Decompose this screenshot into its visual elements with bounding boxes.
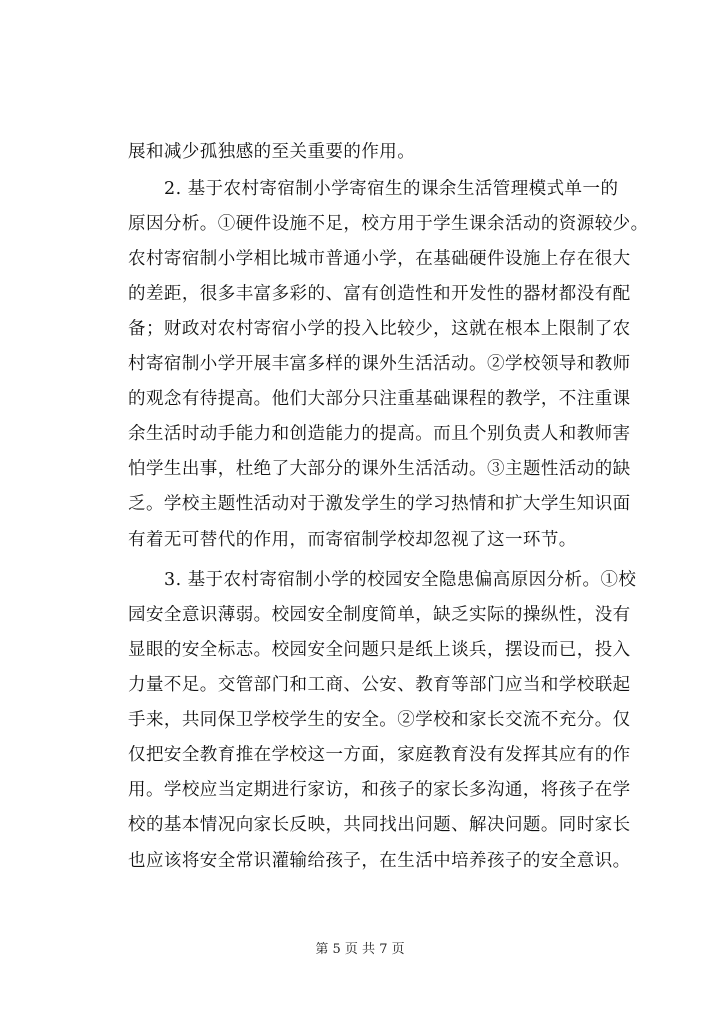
paragraph-3-line-3: 显眼的安全标志。校园安全问题只是纸上谈兵，摆设而已，投入 bbox=[128, 640, 631, 660]
paragraph-2-line-3: 农村寄宿制小学相比城市普通小学，在基础硬件设施上存在很大 bbox=[128, 249, 631, 269]
paragraph-3-line-2: 园安全意识薄弱。校园安全制度简单，缺乏实际的操纵性，没有 bbox=[128, 605, 631, 625]
paragraph-2-line-2: 原因分析。①硬件设施不足，校方用于学生课余活动的资源较少。 bbox=[128, 214, 649, 234]
paragraph-2-line-7: 的观念有待提高。他们大部分只注重基础课程的教学，不注重课 bbox=[128, 389, 631, 409]
paragraph-2-line-5: 备；财政对农村寄宿小学的投入比较少，这就在根本上限制了农 bbox=[128, 319, 631, 339]
paragraph-2-line-6: 村寄宿制小学开展丰富多样的课外生活活动。②学校领导和教师 bbox=[128, 354, 631, 374]
paragraph-3-line-1: 3. 基于农村寄宿制小学的校园安全隐患偏高原因分析。①校 bbox=[164, 570, 637, 590]
paragraph-3-line-8: 校的基本情况向家长反映，共同找出问题、解决问题。同时家长 bbox=[128, 815, 631, 835]
paragraph-3-line-5: 手来，共同保卫学校学生的安全。②学校和家长交流不充分。仅 bbox=[128, 710, 631, 730]
paragraph-2-line-11: 有着无可替代的作用，而寄宿制学校却忽视了这一环节。 bbox=[128, 530, 577, 550]
paragraph-2-line-9: 怕学生出事，杜绝了大部分的课外生活活动。③主题性活动的缺 bbox=[128, 459, 631, 479]
paragraph-3-line-7: 用。学校应当定期进行家访，和孩子的家长多沟通，将孩子在学 bbox=[128, 780, 631, 800]
paragraph-2-line-4: 的差距，很多丰富多彩的、富有创造性和开发性的器材都没有配 bbox=[128, 284, 631, 304]
paragraph-2-line-10: 乏。学校主题性活动对于激发学生的学习热情和扩大学生知识面 bbox=[128, 494, 631, 514]
paragraph-2-line-8: 余生活时动手能力和创造能力的提高。而且个别负责人和教师害 bbox=[128, 424, 631, 444]
paragraph-3-line-4: 力量不足。交管部门和工商、公安、教育等部门应当和学校联起 bbox=[128, 675, 631, 695]
paragraph-2-line-1: 2. 基于农村寄宿制小学寄宿生的课余生活管理模式单一的 bbox=[164, 179, 619, 199]
paragraph-3-line-9: 也应该将安全常识灌输给孩子，在生活中培养孩子的安全意识。 bbox=[128, 851, 631, 871]
page-number-footer: 第 5 页 共 7 页 bbox=[315, 942, 405, 957]
paragraph-1-line-1: 展和减少孤独感的至关重要的作用。 bbox=[128, 142, 416, 162]
paragraph-3-line-6: 仅把安全教育推在学校这一方面，家庭教育没有发挥其应有的作 bbox=[128, 745, 631, 765]
